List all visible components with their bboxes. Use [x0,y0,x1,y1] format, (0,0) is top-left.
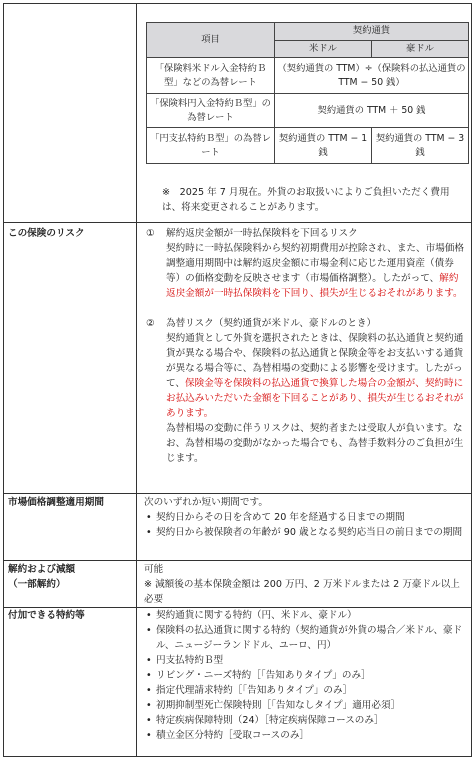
risk-content [144,226,466,466]
row-divider [4,493,471,494]
bullet-icon: • [146,610,152,621]
mva-label: 市場価格調整適用期間 [8,497,104,508]
rate-row-label: 「保険料円入金特約Ｂ型」の為替レート [147,94,275,128]
column-divider [136,4,137,756]
risk-item2-warning: 保険金等を保険料の払込通貨で換算した場合の金額が、契約時にお払込みいただいた金額を下回ることがあり、損失が生じるおそれがあります。 [166,378,464,419]
rate-table-header-item: 項目 [147,23,275,58]
rider-item: 保険料の払込通貨に関する特約（契約通貨が外貨の場合／米ドル、豪ドル、ニュージーランドドル、ユーロ、円） [156,625,463,651]
product-info-table [3,3,472,757]
rider-item: 初期抑制型死亡保険特則［「告知なしタイプ」適用必須］ [156,700,401,711]
risk-item1-body: 契約時に一時払保険料から契約初期費用が控除され、また、市場価格調整適用期間中は解約返戻金額に市場金利に応じた運用資産（債券等）の価格変動を反映させます（市場価格調整）。したがって、 [166,243,464,284]
rider-item: 指定代理請求特約［「告知ありタイプ」のみ］ [156,685,353,696]
bullet-icon: • [146,685,152,696]
rider-item: リビング・ニーズ特約［「告知ありタイプ」のみ］ [156,670,371,681]
risk-item1-warning: 解約返戻金額が一時払保険料を下回り、損失が生じるおそれがあります。 [166,273,463,299]
rate-table-header-currency: 契約通貨 [275,23,469,41]
item-number-1: ① [146,228,155,239]
rate-row-label: 「保険料米ドル入金特約Ｂ型」などの為替レート [147,58,275,94]
mva-item: 契約日からその日を含めて 20 年を経過する日までの期間 [156,512,405,523]
rate-row-value-aud: 契約通貨の TTM − 3 銭 [372,128,469,164]
riders-content [144,608,466,743]
bullet-icon: • [146,730,152,741]
bullet-icon: • [146,670,152,681]
risk-item2-title: 為替リスク（契約通貨が米ドル、豪ドルのとき） [166,318,377,329]
risk-label: この保険のリスク [8,228,85,239]
rate-row-value: （契約通貨の TTM）÷（保険料の払込通貨の TTM − 50 銭） [275,58,469,94]
exchange-rate-table [146,22,469,164]
risk-item2-body2: 為替相場の変動に伴うリスクは、契約者または受取人が負います。なお、為替相場の変動がなかった場合でも、為替手数料分のご負担が生じます。 [166,423,464,464]
bullet-icon: • [146,527,152,538]
rider-item: 積立金区分特約［受取コースのみ］ [156,730,310,741]
rate-table-header-aud: 豪ドル [372,40,469,58]
mva-intro: 次のいずれか短い期間です。 [144,497,268,508]
bullet-icon: • [146,715,152,726]
mva-content [144,495,466,540]
row-divider [4,222,471,223]
rate-row-label: 「円支払特約Ｂ型」の為替レート [147,128,275,164]
rate-row-value: 契約通貨の TTM ＋ 50 銭 [275,94,469,128]
bullet-icon: • [146,700,152,711]
rate-note-text: ※ 2025 年 7 月現在。外貨のお取扱いによりご負担いただく費用は、将来変更されることがあります。 [162,187,450,213]
surrender-label-line1: 解約および減額 [8,564,76,575]
risk-item2-body: 契約通貨として外貨を選択されたときは、保険料の払込通貨と契約通貨が異なる場合や、保険料の払込通貨と保険金等をお支払いする通貨が異なる場合等に、為替相場の変動による影響を受けます。したがって、 [166,333,464,389]
surrender-label-line2: （一部解約） [8,579,66,590]
risk-item1-title: 解約返戻金額が一時払保険料を下回るリスク [166,228,358,239]
riders-label: 付加できる特約等 [8,610,85,621]
surrender-value: 可能 [144,564,164,575]
rate-table-header-usd: 米ドル [275,40,372,58]
rider-item: 円支払特約Ｂ型 [156,655,224,666]
mva-item: 契約日から被保険者の年齢が 90 歳となる契約応当日の前日までの期間 [156,527,463,538]
rate-row-value-usd: 契約通貨の TTM − 1 銭 [275,128,372,164]
surrender-note: ※ 減額後の基本保険金額は 200 万円、2 万米ドルまたは 2 万豪ドル以上必要 [144,579,460,605]
bullet-icon: • [146,655,152,666]
rider-item: 特定疾病保障特則（24）［特定疾病保障コースのみ］ [156,715,384,726]
rider-item: 契約通貨に関する特約（円、米ドル、豪ドル） [156,610,357,621]
row-divider [4,560,471,561]
bullet-icon: • [146,625,152,636]
item-number-2: ② [146,318,155,329]
surrender-content [144,562,466,607]
rate-note [144,185,466,215]
surrender-label [8,562,132,592]
bullet-icon: • [146,512,152,523]
